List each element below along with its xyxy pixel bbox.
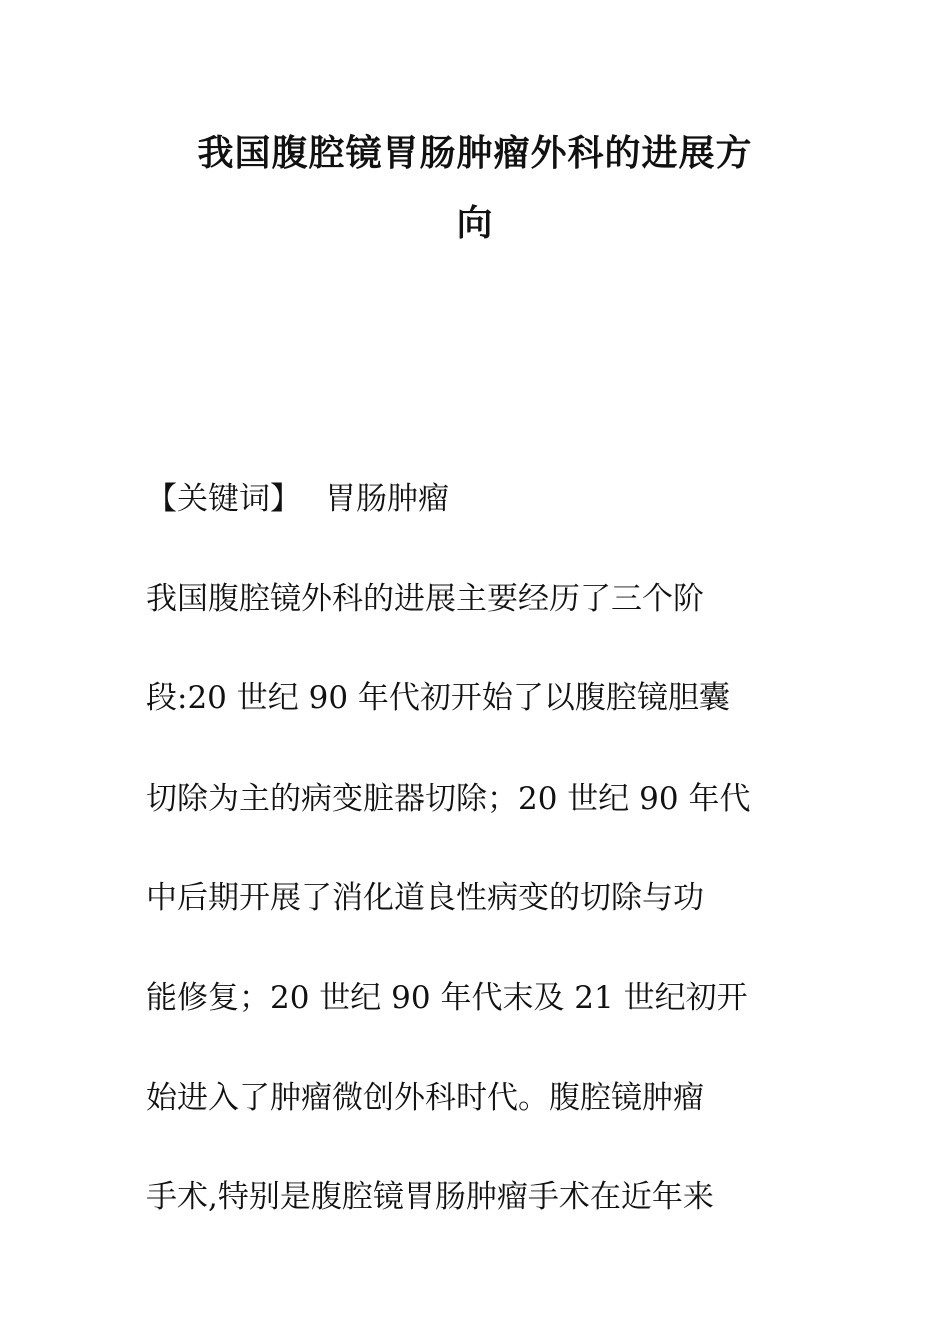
- title-line-1: 我国腹腔镜胃肠肿瘤外科的进展方: [197, 132, 753, 174]
- document-title: [150, 118, 800, 258]
- paragraph-line: 我国腹腔镜外科的进展主要经历了三个阶: [146, 581, 704, 617]
- paragraph-line: 始进入了肿瘤微创外科时代。腹腔镜肿瘤: [146, 1080, 704, 1116]
- paragraph-line: 手术,特别是腹腔镜胃肠肿瘤手术在近年来: [146, 1179, 714, 1215]
- keywords-row: [146, 474, 449, 524]
- paragraph-line: 能修复；20 世纪 90 年代末及 21 世纪初开: [146, 980, 748, 1016]
- paragraph-line: 中后期开展了消化道良性病变的切除与功: [146, 880, 704, 916]
- title-line-2: 向: [456, 202, 494, 244]
- paragraph-line: 切除为主的病变脏器切除；20 世纪 90 年代: [146, 781, 751, 817]
- keywords-value: 胃肠肿瘤: [325, 481, 449, 517]
- paragraph-line: 段:20 世纪 90 年代初开始了以腹腔镜胆囊: [146, 680, 730, 716]
- keywords-label: 【关键词】: [146, 481, 301, 517]
